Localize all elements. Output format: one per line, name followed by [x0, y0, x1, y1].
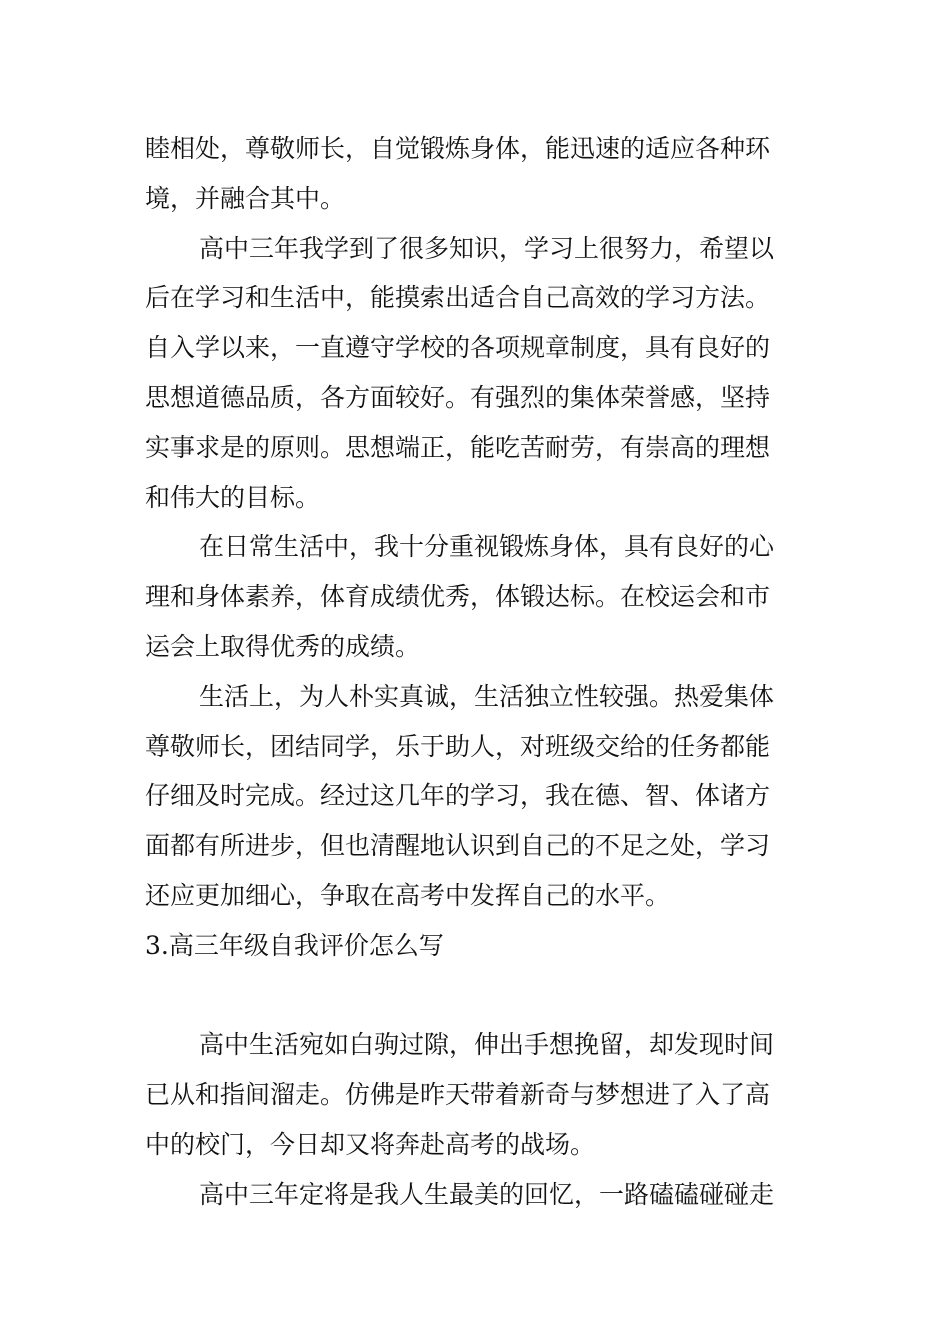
text-line: 境，并融合其中。 [145, 183, 346, 213]
text-line: 和伟大的目标。 [145, 482, 321, 512]
text-line: 运会上取得优秀的成绩。 [145, 631, 421, 661]
paragraph-start-line: 高中生活宛如白驹过隙，伸出手想挽留，却发现时间 [199, 1030, 775, 1060]
text-line: 仔细及时完成。经过这几年的学习，我在德、智、体诸方 [145, 781, 771, 811]
document-page [145, 124, 811, 1220]
text-line: 还应更加细心，争取在高考中发挥自己的水平。 [145, 880, 671, 910]
text-line: 实事求是的原则。思想端正，能吃苦耐劳，有崇高的理想 [145, 432, 771, 462]
text-line: 睦相处，尊敬师长，自觉锻炼身体，能迅速的适应各种环 [145, 134, 771, 163]
text-line: 后在学习和生活中，能摸索出适合自己高效的学习方法。 [145, 283, 771, 313]
text-line: 自入学以来，一直遵守学校的各项规章制度，具有良好的 [145, 333, 771, 363]
paragraph-start-line: 生活上，为人朴实真诚，生活独立性较强。热爱集体 [199, 681, 775, 711]
paragraph-start-line: 在日常生活中，我十分重视锻炼身体，具有良好的心 [199, 532, 775, 562]
text-line: 理和身体素养，体育成绩优秀，体锻达标。在校运会和市 [145, 582, 771, 612]
text-line: 面都有所进步，但也清醒地认识到自己的不足之处，学习 [145, 831, 771, 861]
paragraph-start-line: 高中三年我学到了很多知识，学习上很努力，希望以 [199, 233, 775, 263]
text-line: 尊敬师长，团结同学，乐于助人，对班级交给的任务都能 [145, 731, 771, 761]
text-line: 已从和指间溜走。仿佛是昨天带着新奇与梦想进了入了高 [145, 1080, 771, 1110]
text-line: 中的校门，今日却又将奔赴高考的战场。 [145, 1129, 596, 1159]
blank-spacer [145, 971, 811, 1021]
section-heading: 3.高三年级自我评价怎么写 [145, 930, 444, 960]
paragraph-start-line: 高中三年定将是我人生最美的回忆，一路磕磕碰碰走 [199, 1179, 775, 1209]
text-line: 思想道德品质，各方面较好。有强烈的集体荣誉感，坚持 [145, 382, 771, 412]
